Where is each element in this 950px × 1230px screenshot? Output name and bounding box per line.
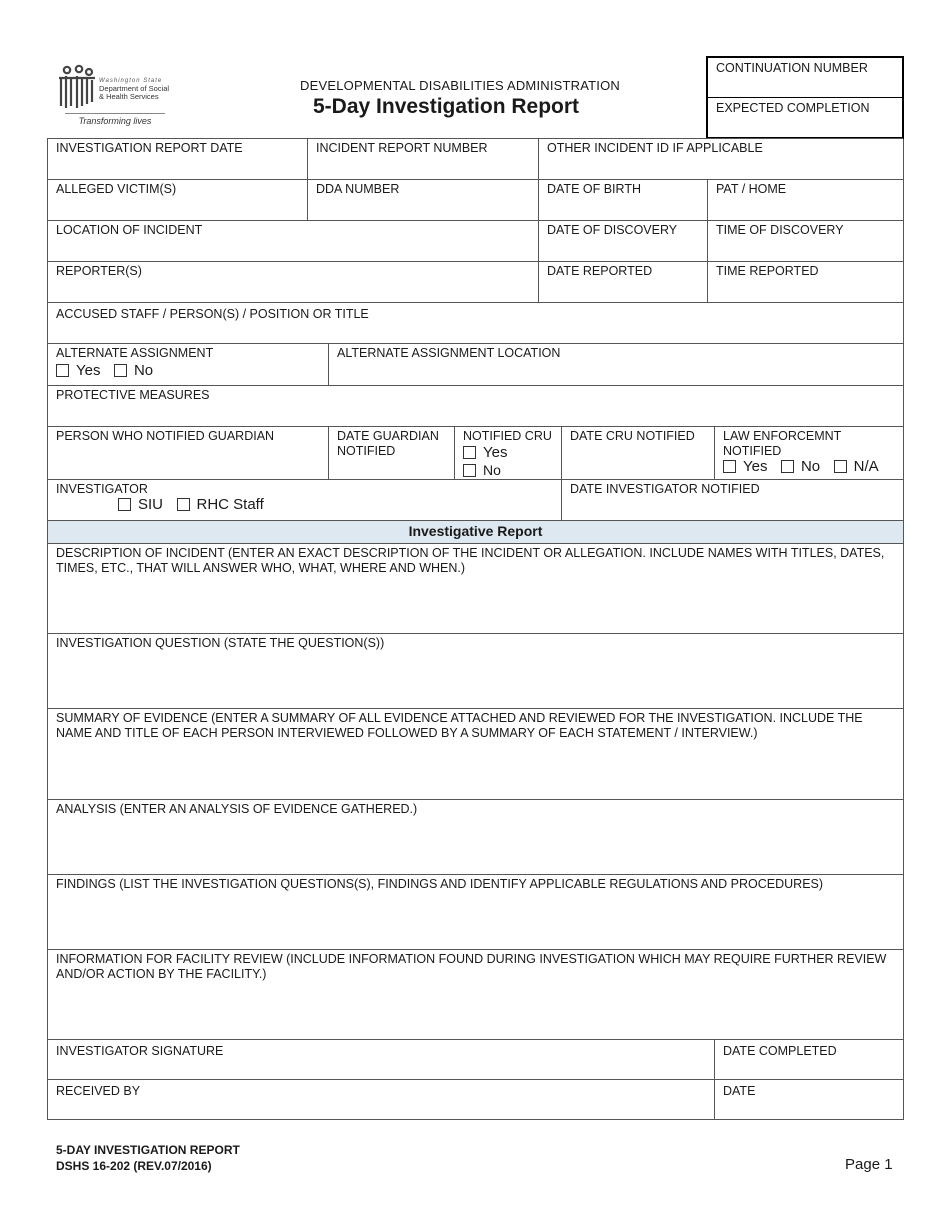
page-number: Page 1: [845, 1156, 893, 1173]
reporters-field[interactable]: REPORTER(S): [48, 262, 539, 303]
agency-name: DEVELOPMENTAL DISABILITIES ADMINISTRATION: [300, 78, 621, 93]
location-of-incident-field[interactable]: LOCATION OF INCIDENT: [48, 221, 539, 262]
investigator-signature-field[interactable]: INVESTIGATOR SIGNATURE: [48, 1040, 715, 1080]
footer-form-title: 5-DAY INVESTIGATION REPORT: [56, 1143, 240, 1157]
investigator-cell: [48, 480, 562, 521]
investigation-form: [47, 138, 903, 1120]
date-investigator-notified-field[interactable]: DATE INVESTIGATOR NOTIFIED: [562, 480, 904, 521]
alt-assignment-no-checkbox[interactable]: [114, 364, 127, 377]
law-enforcement-cell: [715, 427, 904, 480]
other-incident-id-field[interactable]: OTHER INCIDENT ID IF APPLICABLE: [539, 139, 904, 180]
siu-label: SIU: [138, 496, 164, 513]
law-yes-label: Yes: [743, 458, 768, 475]
logo-dept-line1: Department of Social: [99, 84, 170, 93]
incident-info-grid: [47, 138, 903, 303]
notified-cru-cell: [455, 427, 562, 480]
incident-report-number-field[interactable]: INCIDENT REPORT NUMBER: [308, 139, 539, 180]
time-of-discovery-field[interactable]: TIME OF DISCOVERY: [708, 221, 904, 262]
law-enforcement-line1: LAW ENFORCEMNT: [723, 429, 842, 443]
law-no-label: No: [800, 458, 821, 475]
investigation-report-date-field[interactable]: INVESTIGATION REPORT DATE: [48, 139, 308, 180]
date-of-discovery-field[interactable]: DATE OF DISCOVERY: [539, 221, 708, 262]
investigator-row: [47, 480, 903, 521]
facility-review-field[interactable]: INFORMATION FOR FACILITY REVIEW (INCLUDE INFORMATION FOUND DURING INVESTIGATION WHICH MAY REQUIRE FURTHER REVIEW AND/OR ACTION BY THE FACILITY.): [48, 950, 904, 1040]
investigative-report-heading: Investigative Report: [48, 521, 904, 544]
logo-text: [99, 77, 169, 101]
logo-tagline: Transforming lives: [65, 113, 165, 126]
law-enforcement-options: [723, 459, 895, 475]
accused-staff-field[interactable]: ACCUSED STAFF / PERSON(S) / POSITION OR TITLE: [48, 303, 904, 344]
analysis-field[interactable]: ANALYSIS (ENTER AN ANALYSIS OF EVIDENCE GATHERED.): [48, 800, 904, 875]
cru-yes-label: Yes: [483, 444, 508, 461]
law-na-label: N/A: [853, 458, 879, 475]
summary-of-evidence-field[interactable]: SUMMARY OF EVIDENCE (ENTER A SUMMARY OF ALL EVIDENCE ATTACHED AND REVIEWED FOR THE INVESTIGATION. INCLUDE THE NAME AND TITLE OF EACH PERSON INTERVIEWED FOLLOWED BY A SUMMARY OF EACH STATEMENT / INTERVIEW.): [48, 709, 904, 800]
notified-cru-label: NOTIFIED CRU: [463, 429, 552, 443]
notifications-row: [47, 427, 903, 480]
date-guardian-notified-line2: NOTIFIED: [337, 444, 396, 458]
logo-dept-line2: & Health Services: [99, 92, 159, 101]
logo-state: Washington State: [99, 78, 163, 84]
alternate-assignment-label: ALTERNATE ASSIGNMENT: [56, 346, 214, 360]
investigator-label: INVESTIGATOR: [56, 482, 148, 496]
continuation-number-field[interactable]: CONTINUATION NUMBER: [716, 61, 868, 75]
date-cru-notified-field[interactable]: DATE CRU NOTIFIED: [562, 427, 715, 480]
cru-yes-checkbox[interactable]: [463, 446, 476, 459]
siu-checkbox[interactable]: [118, 498, 131, 511]
investigation-question-field[interactable]: INVESTIGATION QUESTION (STATE THE QUESTION(S)): [48, 634, 904, 709]
footer-form-info: [56, 1142, 240, 1174]
alternate-assignment-row: [47, 344, 903, 386]
date-completed-field[interactable]: DATE COMPLETED: [715, 1040, 904, 1080]
date-of-birth-field[interactable]: DATE OF BIRTH: [539, 180, 708, 221]
alt-assignment-no-label: No: [133, 362, 154, 379]
dda-number-field[interactable]: DDA NUMBER: [308, 180, 539, 221]
rhc-staff-label: RHC Staff: [196, 496, 264, 513]
description-of-incident-field[interactable]: DESCRIPTION OF INCIDENT (ENTER AN EXACT DESCRIPTION OF THE INCIDENT OR ALLEGATION. INCLUDE NAMES WITH TITLES, DATES, TIMES, ETC., THAT WILL ANSWER WHO, WHAT, WHERE AND WHEN.): [48, 544, 904, 634]
rhc-staff-checkbox[interactable]: [177, 498, 190, 511]
alt-assignment-yes-label: Yes: [76, 362, 101, 379]
date-guardian-notified-line1: DATE GUARDIAN: [337, 429, 439, 443]
law-yes-checkbox[interactable]: [723, 460, 736, 473]
alternate-assignment-cell: [48, 344, 329, 386]
continuation-box: [706, 56, 904, 139]
law-enforcement-line2: NOTIFIED: [723, 444, 782, 458]
alternate-assignment-options: [56, 363, 320, 379]
date-reported-field[interactable]: DATE REPORTED: [539, 262, 708, 303]
received-date-field[interactable]: DATE: [715, 1080, 904, 1120]
findings-field[interactable]: FINDINGS (LIST THE INVESTIGATION QUESTIONS(S), FINDINGS AND IDENTIFY APPLICABLE REGULATIONS AND PROCEDURES): [48, 875, 904, 950]
expected-completion-field[interactable]: EXPECTED COMPLETION: [708, 97, 902, 136]
alleged-victims-field[interactable]: ALLEGED VICTIM(S): [48, 180, 308, 221]
page-title: 5-Day Investigation Report: [313, 95, 580, 118]
dshs-figures-icon: [55, 64, 99, 112]
accused-staff-row: [47, 303, 903, 344]
time-reported-field[interactable]: TIME REPORTED: [708, 262, 904, 303]
dshs-logo: [55, 64, 175, 130]
pat-home-field[interactable]: PAT / HOME: [708, 180, 904, 221]
cru-no-label: No: [483, 462, 501, 478]
alt-assignment-yes-checkbox[interactable]: [56, 364, 69, 377]
law-na-checkbox[interactable]: [834, 460, 847, 473]
person-notified-guardian-field[interactable]: PERSON WHO NOTIFIED GUARDIAN: [48, 427, 329, 480]
signature-section: [47, 1040, 903, 1120]
protective-measures-row: [47, 386, 903, 427]
protective-measures-field[interactable]: PROTECTIVE MEASURES: [48, 386, 904, 427]
date-guardian-notified-field[interactable]: [329, 427, 455, 480]
investigator-options: [56, 497, 553, 513]
investigative-report-section: [47, 521, 903, 1040]
footer-form-number: DSHS 16-202 (REV.07/2016): [56, 1159, 212, 1173]
received-by-field[interactable]: RECEIVED BY: [48, 1080, 715, 1120]
alternate-assignment-location-field[interactable]: ALTERNATE ASSIGNMENT LOCATION: [329, 344, 904, 386]
law-no-checkbox[interactable]: [781, 460, 794, 473]
cru-no-checkbox[interactable]: [463, 464, 476, 477]
